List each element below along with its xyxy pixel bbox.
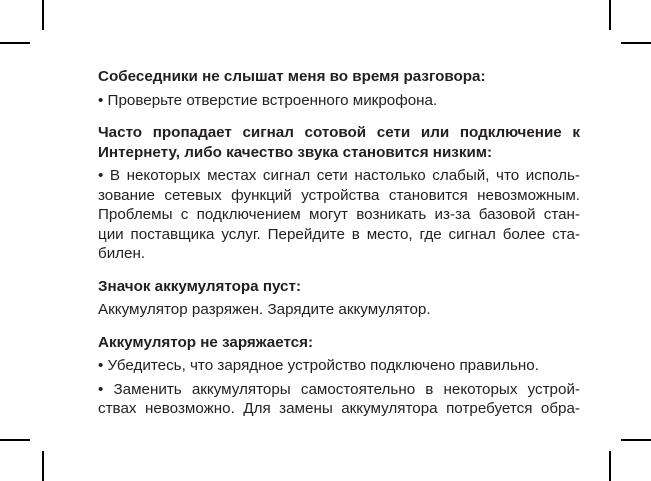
crop-mark-top-left-horizontal: [0, 42, 30, 44]
battery-empty-text: Аккумулятор разряжен. Зарядите аккумулятор.: [98, 301, 431, 318]
not-charging-text-1: • Убедитесь, что зарядное устройство подключено правильно.: [98, 357, 539, 374]
crop-mark-top-right-horizontal: [621, 42, 651, 44]
section-heading-signal-line2: Интернету, либо качество звука становится низким:: [98, 143, 493, 161]
signal-text-line5: билен.: [98, 245, 146, 262]
crop-mark-bottom-right-vertical: [609, 451, 611, 481]
signal-text-line2: зование сетевых функций устройства становится невозможным.: [98, 186, 580, 204]
crop-mark-top-right-vertical: [609, 0, 611, 30]
signal-text-line4: ции поставщика услуг. Перейдите в место, где сигнал более ста-: [98, 225, 580, 243]
troubleshooting-content: [98, 67, 580, 419]
crop-mark-bottom-left-vertical: [42, 451, 44, 481]
signal-text-line3: Проблемы с подключением могут возникать из-за базовой стан-: [98, 206, 580, 223]
crop-mark-top-left-vertical: [42, 0, 44, 30]
section-heading-no-hear: Собеседники не слышат меня во время разговора:: [98, 68, 486, 85]
section-heading-battery-empty: Значок аккумулятора пуст:: [98, 277, 301, 295]
section-text-microphone: • Проверьте отверстие встроенного микрофона.: [98, 91, 438, 109]
signal-text-line1: • В некоторых местах сигнал сети настолько слабый, что исполь-: [98, 167, 580, 184]
not-charging-text-2-line1: • Заменить аккумуляторы самостоятельно в некоторых устрой-: [98, 380, 580, 398]
section-heading-not-charging: Аккумулятор не заряжается:: [98, 333, 314, 351]
not-charging-text-2-line2: ствах невозможно. Для замены аккумулятора потребуется обра-: [98, 400, 580, 417]
crop-mark-bottom-left-horizontal: [0, 439, 30, 441]
section-heading-signal-line1: Часто пропадает сигнал сотовой сети или подключение к: [98, 124, 580, 141]
crop-mark-bottom-right-horizontal: [621, 439, 651, 441]
